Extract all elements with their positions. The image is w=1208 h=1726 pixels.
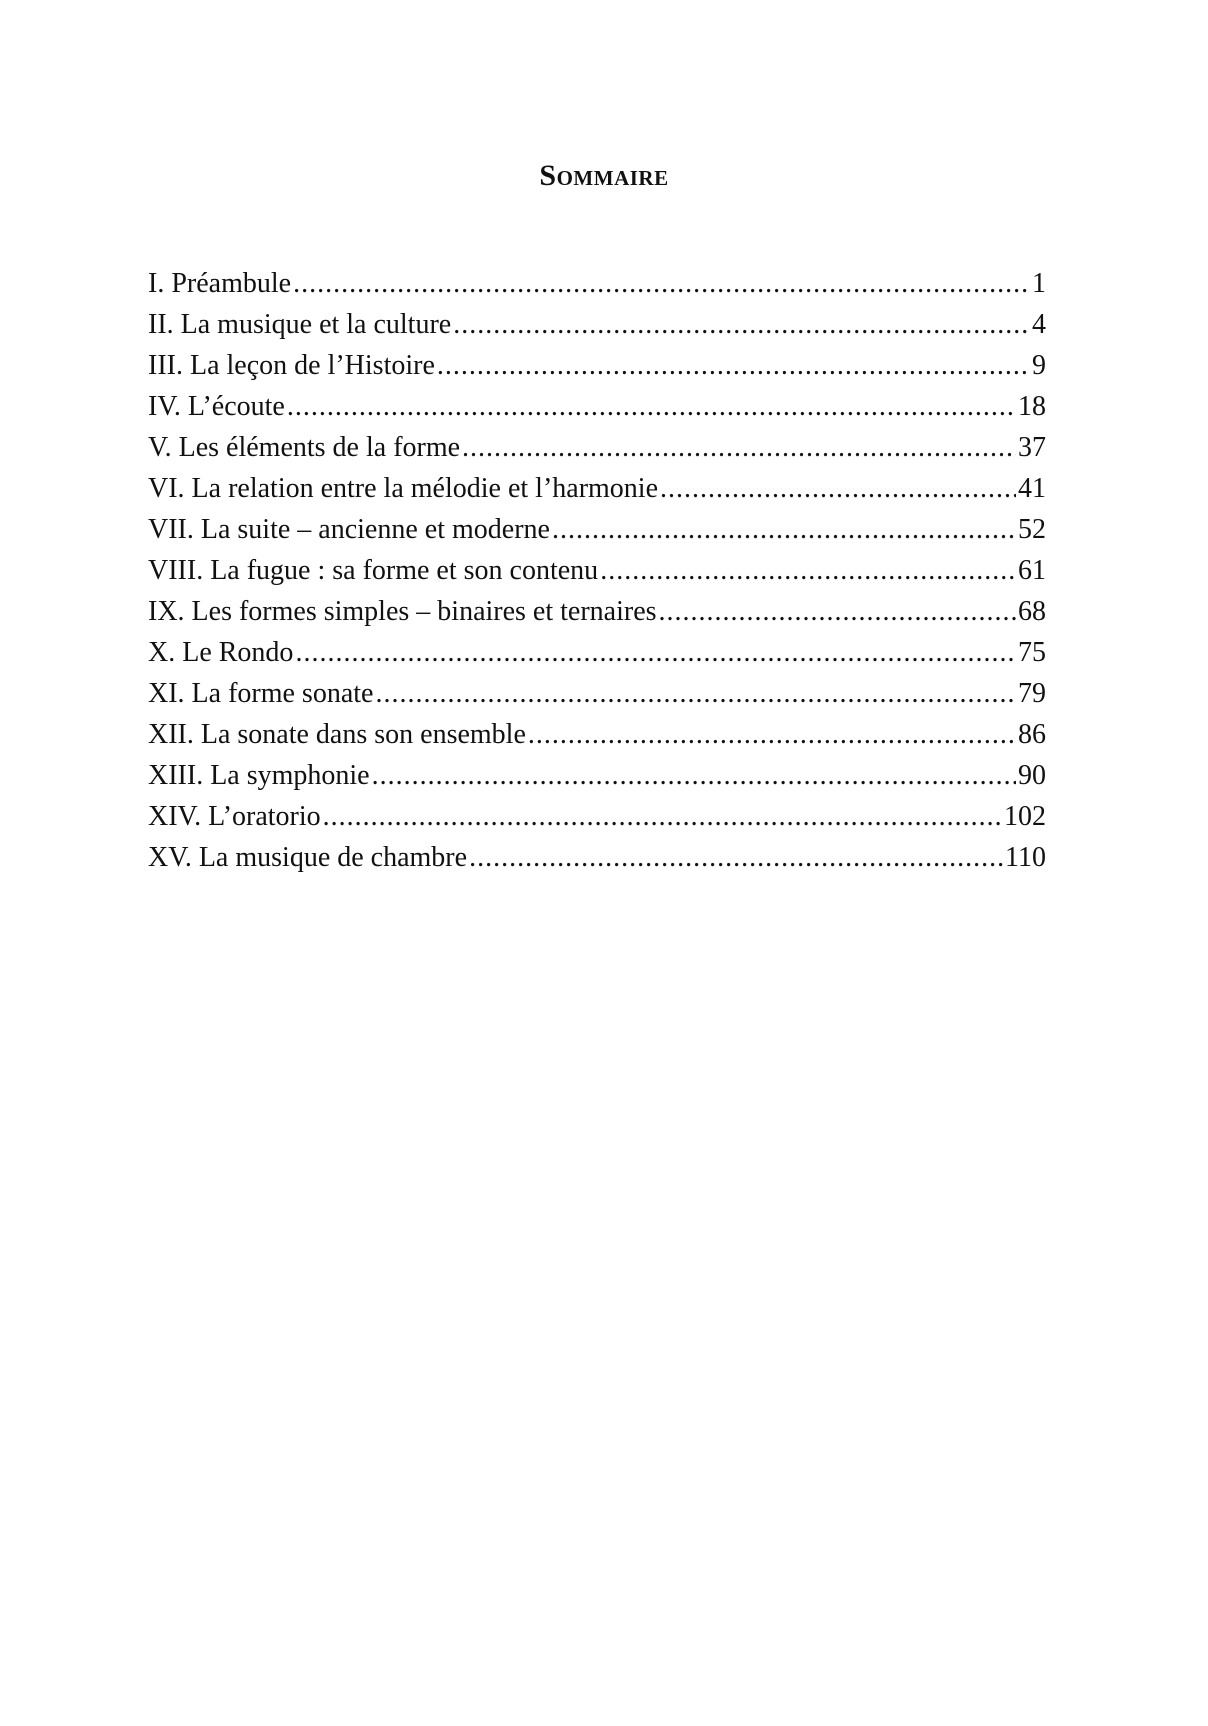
entry-label: XI. La forme sonate — [148, 678, 374, 709]
entry-page-number: 86 — [1018, 719, 1046, 750]
entry-page-number: 110 — [1005, 842, 1046, 873]
entry-label: XII. La sonate dans son ensemble — [148, 719, 526, 750]
entry-label: XIII. La symphonie — [148, 760, 370, 791]
dot-leader — [295, 632, 1016, 673]
entry-page-number: 102 — [1004, 801, 1046, 832]
page-title: Sommaire — [539, 159, 669, 192]
toc-entry[interactable] — [148, 304, 1046, 345]
entry-page-number: 9 — [1032, 350, 1046, 381]
entry-label: I. Préambule — [148, 268, 292, 299]
entry-label: VII. La suite – ancienne et moderne — [148, 514, 550, 545]
toc-entry[interactable] — [148, 345, 1046, 386]
toc-entry[interactable] — [148, 837, 1046, 878]
toc-entry[interactable] — [148, 427, 1046, 468]
entry-label: X. Le Rondo — [148, 637, 294, 668]
dot-leader — [528, 714, 1016, 755]
entry-page-number: 90 — [1018, 760, 1046, 791]
toc-entry[interactable] — [148, 796, 1046, 837]
dot-leader — [287, 386, 1016, 427]
dot-leader — [552, 509, 1016, 550]
entry-page-number: 18 — [1018, 391, 1046, 422]
dot-leader — [462, 427, 1016, 468]
toc-entry[interactable] — [148, 673, 1046, 714]
toc-entry[interactable] — [148, 550, 1046, 591]
entry-page-number: 68 — [1018, 596, 1046, 627]
entry-label: VIII. La fugue : sa forme et son contenu — [148, 555, 599, 586]
entry-label: IX. Les formes simples – binaires et ternaires — [148, 596, 657, 627]
entry-page-number: 52 — [1018, 514, 1046, 545]
dot-leader — [375, 673, 1016, 714]
dot-leader — [453, 304, 1030, 345]
toc-entry[interactable] — [148, 263, 1046, 304]
dot-leader — [469, 837, 1003, 878]
entry-label: IV. L’écoute — [148, 391, 285, 422]
dot-leader — [659, 591, 1016, 632]
entry-page-number: 4 — [1032, 309, 1046, 340]
toc-entry[interactable] — [148, 591, 1046, 632]
entry-page-number: 75 — [1018, 637, 1046, 668]
toc-entry[interactable] — [148, 632, 1046, 673]
entry-label: II. La musique et la culture — [148, 309, 452, 340]
entry-page-number: 79 — [1018, 678, 1046, 709]
entry-label: V. Les éléments de la forme — [148, 432, 461, 463]
toc-entry[interactable] — [148, 386, 1046, 427]
entry-label: III. La leçon de l’Histoire — [148, 350, 435, 381]
entry-page-number: 61 — [1018, 555, 1046, 586]
toc-entry[interactable] — [148, 468, 1046, 509]
entry-label: XV. La musique de chambre — [148, 842, 468, 873]
entry-page-number: 41 — [1018, 473, 1046, 504]
table-of-contents — [148, 263, 1046, 878]
dot-leader — [437, 345, 1030, 386]
toc-entry[interactable] — [148, 714, 1046, 755]
dot-leader — [293, 263, 1030, 304]
entry-page-number: 37 — [1018, 432, 1046, 463]
dot-leader — [600, 550, 1016, 591]
dot-leader — [372, 755, 1016, 796]
entry-page-number: 1 — [1032, 268, 1046, 299]
dot-leader — [660, 468, 1016, 509]
toc-entry[interactable] — [148, 509, 1046, 550]
entry-label: XIV. L’oratorio — [148, 801, 321, 832]
entry-label: VI. La relation entre la mélodie et l’harmonie — [148, 473, 659, 504]
dot-leader — [323, 796, 1002, 837]
toc-entry[interactable] — [148, 755, 1046, 796]
